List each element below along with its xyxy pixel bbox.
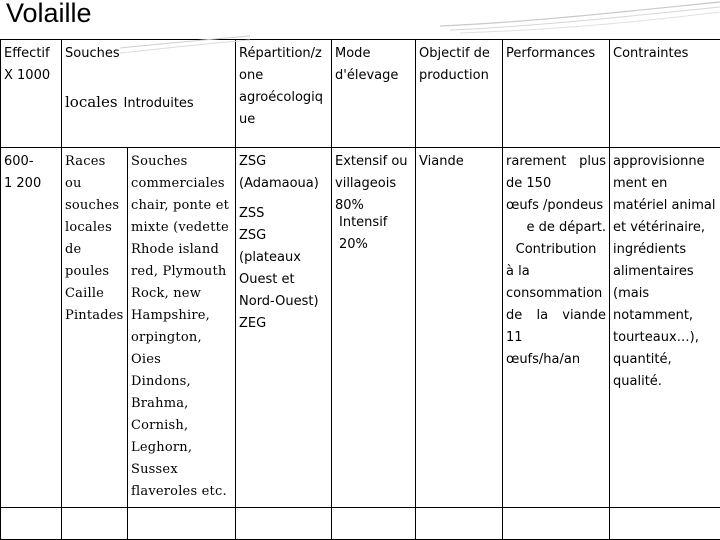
header-souches-introduites: Introduites: [123, 96, 194, 111]
zone-ouest: ZSS ZSG (plateaux Ouest et Nord-Ouest) ZEG: [239, 206, 319, 331]
header-performances: Performances: [503, 40, 610, 148]
perf-line: à la: [506, 264, 530, 279]
perf-line: de 150: [506, 176, 552, 191]
cell-performances: [503, 148, 610, 508]
header-effectif: Effectif X 1000: [1, 40, 62, 148]
header-souches-sub: [65, 91, 232, 115]
mode-extensif: Extensif ou villageois 80%: [335, 154, 408, 213]
slide-title: Volaille: [6, 0, 92, 28]
header-objectif: Objectif de production: [416, 40, 503, 148]
cell-effectif: 600- 1 200: [1, 148, 62, 508]
perf-line: de la viande 11: [506, 308, 607, 345]
data-row: [1, 148, 720, 508]
header-row: [1, 40, 720, 148]
header-repartition: Répartition/z one agroécologiq ue: [236, 40, 332, 148]
perf-line: œufs/ha/an: [506, 352, 581, 367]
header-souches-locales: locales: [65, 93, 118, 111]
empty-cell: [503, 508, 610, 540]
header-contraintes: Contraintes: [610, 40, 720, 148]
empty-cell: [236, 508, 332, 540]
header-mode: Mode d'élevage: [332, 40, 416, 148]
empty-cell: [1, 508, 62, 540]
header-souches-label: Souches: [65, 46, 120, 61]
cell-souches-introduites: Souches commerciales chair, ponte et mixte (vedette Rhode island red, Plymouth Rock, new Hampshire, orpington, Oies Dindons, Brahma, Cornish, Leghorn, Sussex flaveroles etc.: [128, 148, 236, 508]
empty-cell: [416, 508, 503, 540]
cell-objectif: Viande: [416, 148, 503, 508]
perf-line: œufs /pondeus: [506, 198, 604, 213]
cell-souches-locales: Races ou souches locales de poules Caille Pintades: [62, 148, 128, 508]
decorative-swoosh: [120, 34, 250, 58]
perf-line: consommation: [506, 286, 603, 301]
cell-contraintes: approvisionne ment en matériel animal et vétérinaire, ingrédients alimentaires (mais notamment, tourteaux…), quantité, qualité.: [610, 148, 720, 508]
empty-cell: [128, 508, 236, 540]
empty-cell: [62, 508, 128, 540]
livestock-table: [0, 39, 720, 540]
zone-adamaoua: ZSG (Adamaoua): [239, 154, 319, 191]
cell-mode: [332, 148, 416, 508]
perf-line: Contribution: [515, 242, 597, 257]
cell-repartition: [236, 148, 332, 508]
perf-line: rarement plus: [506, 154, 607, 169]
empty-cell: [332, 508, 416, 540]
perf-line: e de départ.: [526, 220, 607, 235]
decorative-swoosh: [440, 0, 720, 36]
mode-intensif: Intensif 20%: [339, 215, 388, 252]
empty-cell: [610, 508, 720, 540]
empty-row: [1, 508, 720, 540]
